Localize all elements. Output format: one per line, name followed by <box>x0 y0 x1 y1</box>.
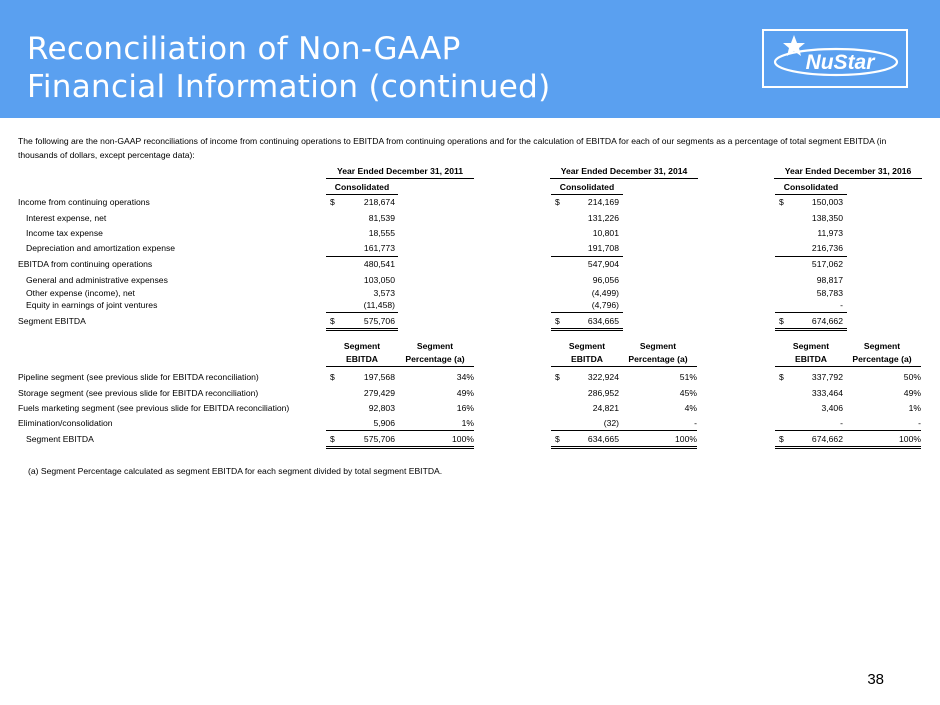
segment-row-label: Pipeline segment (see previous slide for EBITDA reconciliation) <box>18 372 259 382</box>
subtotal-rule-2 <box>775 256 847 257</box>
subtotal-rule-2 <box>775 312 847 313</box>
segment-subtotal-rule <box>326 430 474 431</box>
segment-ebitda-value: 634,665 <box>587 434 619 444</box>
dollar-sign: $ <box>779 316 784 326</box>
total-rule-1 <box>551 330 623 331</box>
reconciliation-value: 96,056 <box>592 275 619 285</box>
reconciliation-row-label: Depreciation and amortization expense <box>26 243 176 253</box>
segment-ebitda-header: Segment <box>343 341 381 351</box>
segment-pct-value: 50% <box>903 372 921 382</box>
total-rule-2 <box>775 330 847 331</box>
segment-ebitda-value: 333,464 <box>811 388 843 398</box>
segment-ebitda-header: Segment <box>568 341 606 351</box>
segment-pct-header: Percentage (a) <box>628 354 688 364</box>
reconciliation-value: - <box>840 300 843 310</box>
consolidated-header-2: Consolidated <box>783 182 839 192</box>
reconciliation-row-label: Segment EBITDA <box>18 316 86 326</box>
segment-ebitda-value: 322,924 <box>587 372 619 382</box>
segment-pct-value: 51% <box>679 372 697 382</box>
segment-header-underline <box>551 366 697 367</box>
segment-pct-value: 4% <box>684 403 697 413</box>
segment-pct-value: 1% <box>461 418 474 428</box>
dollar-sign: $ <box>330 316 335 326</box>
dollar-sign: $ <box>555 434 560 444</box>
subtotal-rule-1 <box>551 256 623 257</box>
consolidated-header-1: Consolidated <box>559 182 615 192</box>
dollar-sign: $ <box>779 434 784 444</box>
reconciliation-value: 11,973 <box>817 228 843 238</box>
dollar-sign: $ <box>330 197 335 207</box>
segment-subtotal-rule <box>775 430 921 431</box>
reconciliation-value: 218,674 <box>363 197 395 207</box>
reconciliation-value: 131,226 <box>587 213 619 223</box>
dollar-sign: $ <box>555 316 560 326</box>
segment-subtotal-rule <box>551 430 697 431</box>
subtotal-rule-1 <box>551 312 623 313</box>
period-underline-0 <box>326 178 474 179</box>
reconciliation-row-label: Income from continuing operations <box>18 197 150 207</box>
segment-ebitda-header: EBITDA <box>571 354 603 364</box>
segment-ebitda-value: 5,906 <box>373 418 395 428</box>
reconciliation-row-label: EBITDA from continuing operations <box>18 259 153 269</box>
segment-total-rule <box>326 446 474 447</box>
segment-pct-value: 16% <box>456 403 474 413</box>
reconciliation-value: 103,050 <box>363 275 395 285</box>
segment-pct-value: 49% <box>456 388 474 398</box>
header-banner <box>0 0 940 118</box>
title-line-1: Reconciliation of Non-GAAP <box>27 31 461 67</box>
segment-total-rule <box>551 446 697 447</box>
segment-ebitda-value: 92,803 <box>368 403 395 413</box>
segment-pct-value: 1% <box>908 403 921 413</box>
segment-row-label: Storage segment (see previous slide for EBITDA reconciliation) <box>18 388 259 398</box>
segment-pct-value: 100% <box>899 434 921 444</box>
segment-pct-header: Segment <box>416 341 454 351</box>
page-number: 38 <box>867 671 884 688</box>
reconciliation-value: (4,499) <box>591 288 619 298</box>
page-title <box>27 30 550 106</box>
reconciliation-value: 575,706 <box>363 316 395 326</box>
segment-pct-header: Percentage (a) <box>852 354 912 364</box>
dollar-sign: $ <box>555 372 560 382</box>
reconciliation-value: 191,708 <box>587 243 619 253</box>
segment-total-rule <box>775 446 921 447</box>
segment-ebitda-value: 279,429 <box>363 388 395 398</box>
segment-pct-header: Segment <box>639 341 677 351</box>
segment-total-rule <box>551 448 697 449</box>
period-underline-2 <box>774 178 922 179</box>
segment-pct-header: Segment <box>863 341 901 351</box>
segment-pct-value: - <box>918 418 921 428</box>
dollar-sign: $ <box>330 372 335 382</box>
segment-pct-value: 34% <box>456 372 474 382</box>
reconciliation-value: 674,662 <box>811 316 843 326</box>
reconciliation-value: 547,904 <box>587 259 619 269</box>
period-header-2: Year Ended December 31, 2016 <box>784 166 912 176</box>
reconciliation-value: 3,573 <box>373 288 395 298</box>
segment-ebitda-value: 24,821 <box>592 403 619 413</box>
consolidated-underline-0 <box>326 194 398 195</box>
segment-pct-value: 45% <box>679 388 697 398</box>
consolidated-underline-2 <box>775 194 847 195</box>
reconciliation-value: 150,003 <box>811 197 843 207</box>
total-rule-1 <box>551 328 623 329</box>
reconciliation-value: 10,801 <box>592 228 619 238</box>
reconciliation-row-label: Interest expense, net <box>26 213 107 223</box>
segment-row-label: Segment EBITDA <box>26 434 94 444</box>
segment-pct-value: 100% <box>452 434 474 444</box>
reconciliation-row-label: General and administrative expenses <box>26 275 168 285</box>
segment-pct-value: 100% <box>675 434 697 444</box>
consolidated-underline-1 <box>551 194 623 195</box>
period-underline-1 <box>550 178 698 179</box>
segment-ebitda-header: EBITDA <box>346 354 378 364</box>
dollar-sign: $ <box>779 197 784 207</box>
dollar-sign: $ <box>330 434 335 444</box>
reconciliation-value: 98,817 <box>816 275 843 285</box>
dollar-sign: $ <box>555 197 560 207</box>
nustar-logo-graphic <box>764 31 906 86</box>
segment-ebitda-header: EBITDA <box>795 354 827 364</box>
segment-row-label: Elimination/consolidation <box>18 418 113 428</box>
segment-header-underline <box>775 366 921 367</box>
total-rule-0 <box>326 330 398 331</box>
reconciliation-value: 634,665 <box>587 316 619 326</box>
segment-ebitda-header: Segment <box>792 341 830 351</box>
segment-ebitda-value: 286,952 <box>587 388 619 398</box>
period-header-1: Year Ended December 31, 2014 <box>560 166 688 176</box>
segment-total-rule <box>326 448 474 449</box>
segment-ebitda-value: 197,568 <box>363 372 395 382</box>
reconciliation-value: 81,539 <box>368 213 395 223</box>
total-rule-0 <box>326 328 398 329</box>
footnote: (a) Segment Percentage calculated as segment EBITDA for each segment divided by total segment EBITDA. <box>28 466 443 476</box>
segment-pct-header: Percentage (a) <box>405 354 465 364</box>
reconciliation-value: (11,458) <box>363 300 395 310</box>
period-header-0: Year Ended December 31, 2011 <box>336 166 464 176</box>
title-line-2: Financial Information (continued) <box>27 69 551 105</box>
segment-ebitda-value: 575,706 <box>363 434 395 444</box>
segment-pct-value: - <box>694 418 697 428</box>
segment-ebitda-value: 674,662 <box>811 434 843 444</box>
reconciliation-value: 161,773 <box>363 243 395 253</box>
reconciliation-value: 216,736 <box>811 243 843 253</box>
segment-row-label: Fuels marketing segment (see previous slide for EBITDA reconciliation) <box>18 403 290 413</box>
reconciliation-value: (4,796) <box>591 300 619 310</box>
segment-total-rule <box>775 448 921 449</box>
segment-ebitda-value: 3,406 <box>821 403 843 413</box>
segment-pct-value: 49% <box>903 388 921 398</box>
nustar-logo <box>762 29 908 88</box>
segment-header-underline <box>326 366 474 367</box>
logo-wordmark: NuStar <box>805 51 875 74</box>
intro-text: The following are the non-GAAP reconciliations of income from continuing operations to EBITDA from continuing operations and for the calculation of EBITDA for each of our segments as a percentage of total segment EBITDA (in thousands of dollars, except percentage data): <box>18 136 887 160</box>
subtotal-rule-0 <box>326 312 398 313</box>
reconciliation-row-label: Income tax expense <box>26 228 103 238</box>
reconciliation-value: 517,062 <box>811 259 843 269</box>
total-rule-2 <box>775 328 847 329</box>
segment-ebitda-value: 337,792 <box>811 372 843 382</box>
segment-ebitda-value: (32) <box>603 418 619 428</box>
subtotal-rule-0 <box>326 256 398 257</box>
reconciliation-row-label: Equity in earnings of joint ventures <box>26 300 158 310</box>
dollar-sign: $ <box>779 372 784 382</box>
reconciliation-value: 58,783 <box>816 288 843 298</box>
reconciliation-value: 18,555 <box>368 228 395 238</box>
segment-ebitda-value: - <box>840 418 843 428</box>
reconciliation-row-label: Other expense (income), net <box>26 288 135 298</box>
reconciliation-value: 214,169 <box>587 197 619 207</box>
consolidated-header-0: Consolidated <box>334 182 390 192</box>
reconciliation-value: 480,541 <box>363 259 395 269</box>
reconciliation-value: 138,350 <box>811 213 843 223</box>
